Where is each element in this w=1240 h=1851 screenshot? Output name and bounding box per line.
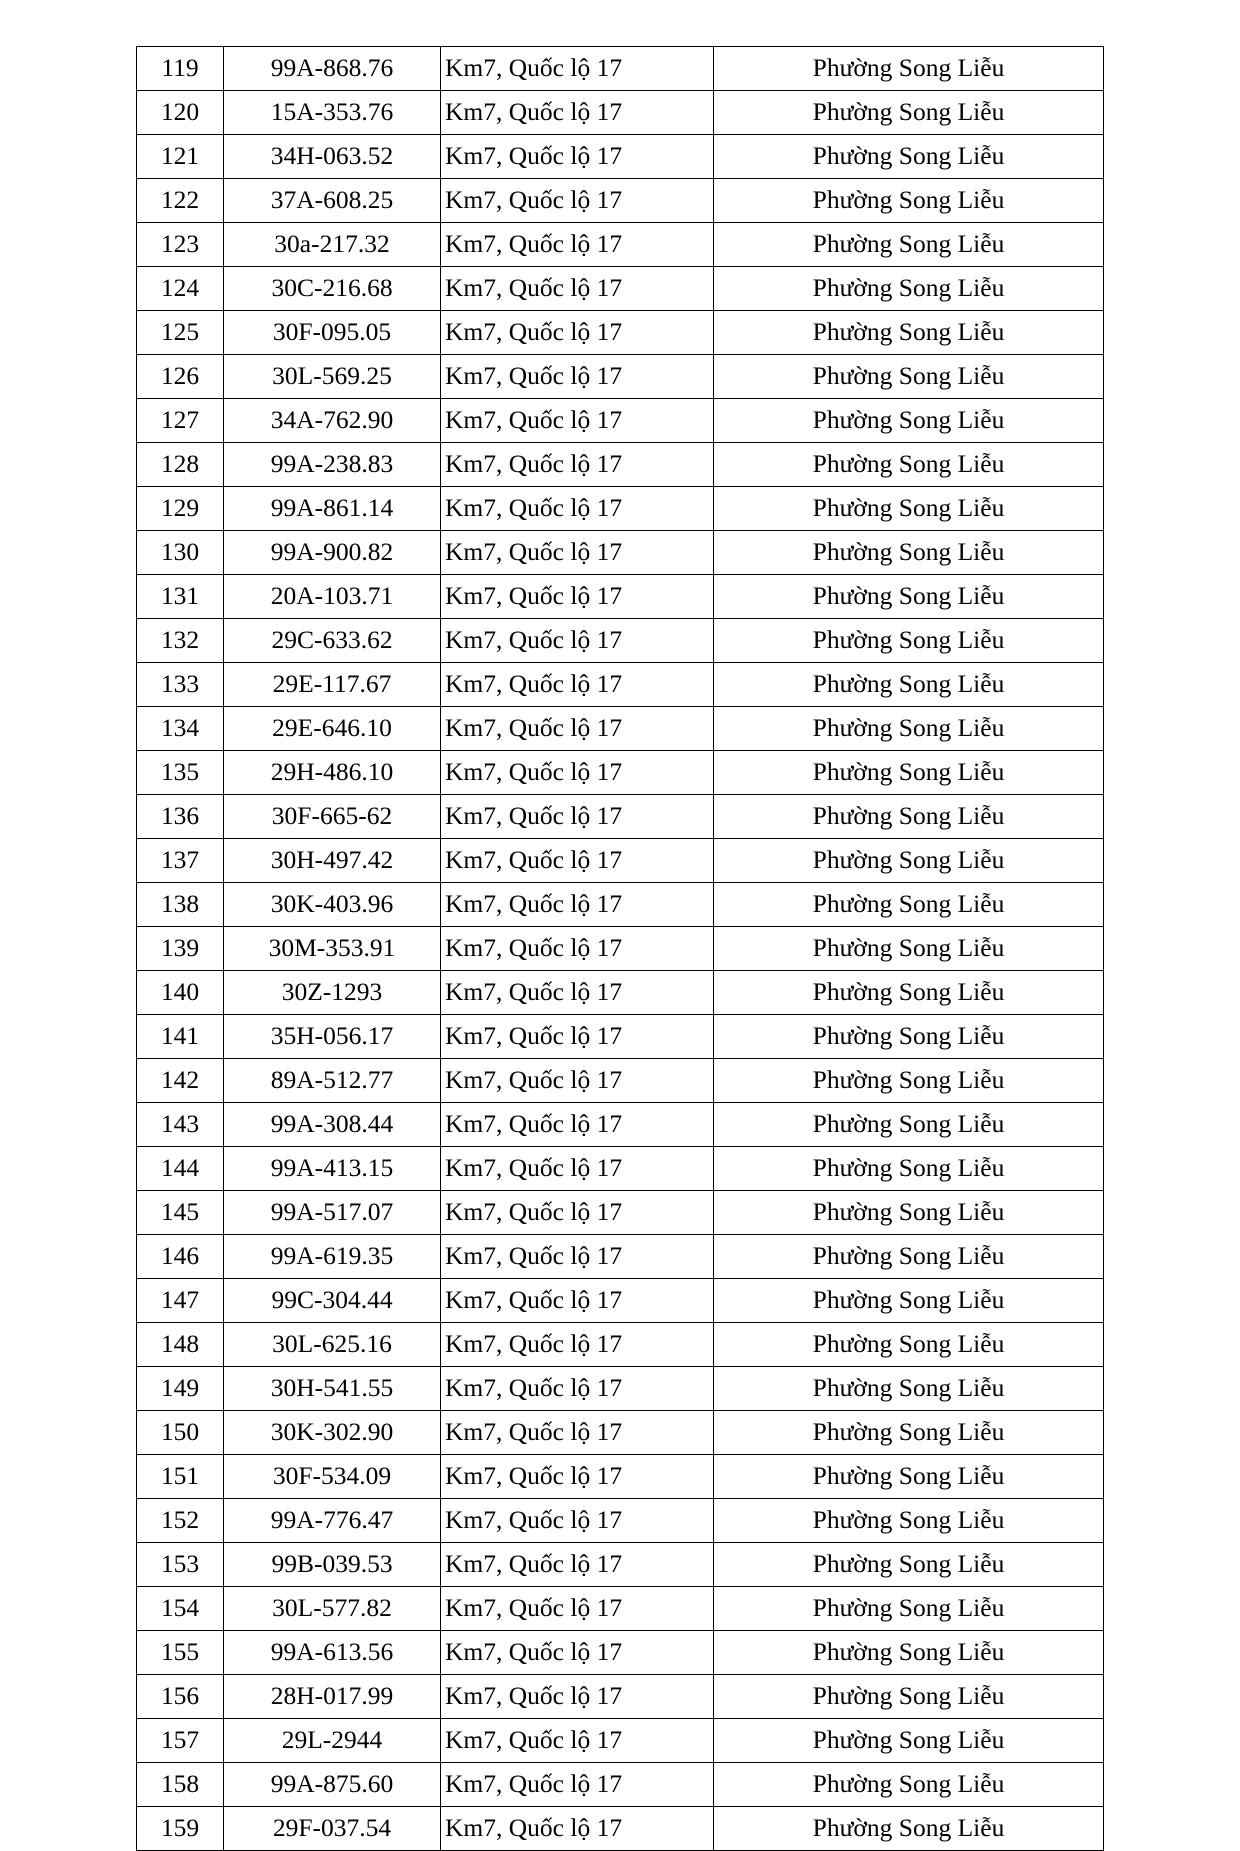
location-cell: Km7, Quốc lộ 17 [441, 355, 714, 399]
table-row [137, 1719, 1104, 1763]
table-row [137, 91, 1104, 135]
row-index-cell: 129 [137, 487, 224, 531]
row-index-cell: 144 [137, 1147, 224, 1191]
table-row [137, 443, 1104, 487]
row-index-cell: 119 [137, 47, 224, 91]
location-cell: Km7, Quốc lộ 17 [441, 487, 714, 531]
license-plate-cell: 30M-353.91 [224, 927, 441, 971]
row-index-cell: 133 [137, 663, 224, 707]
ward-cell: Phường Song Liễu [714, 443, 1104, 487]
location-cell: Km7, Quốc lộ 17 [441, 1015, 714, 1059]
location-cell: Km7, Quốc lộ 17 [441, 1367, 714, 1411]
license-plate-cell: 99B-039.53 [224, 1543, 441, 1587]
row-index-cell: 126 [137, 355, 224, 399]
ward-cell: Phường Song Liễu [714, 663, 1104, 707]
table-row [137, 1147, 1104, 1191]
ward-cell: Phường Song Liễu [714, 1015, 1104, 1059]
ward-cell: Phường Song Liễu [714, 1675, 1104, 1719]
license-plate-cell: 99A-613.56 [224, 1631, 441, 1675]
location-cell: Km7, Quốc lộ 17 [441, 1763, 714, 1807]
row-index-cell: 146 [137, 1235, 224, 1279]
location-cell: Km7, Quốc lộ 17 [441, 1631, 714, 1675]
location-cell: Km7, Quốc lộ 17 [441, 795, 714, 839]
table-row [137, 531, 1104, 575]
row-index-cell: 150 [137, 1411, 224, 1455]
ward-cell: Phường Song Liễu [714, 1455, 1104, 1499]
table-row [137, 839, 1104, 883]
row-index-cell: 124 [137, 267, 224, 311]
location-cell: Km7, Quốc lộ 17 [441, 91, 714, 135]
location-cell: Km7, Quốc lộ 17 [441, 1323, 714, 1367]
license-plate-cell: 99A-875.60 [224, 1763, 441, 1807]
ward-cell: Phường Song Liễu [714, 619, 1104, 663]
ward-cell: Phường Song Liễu [714, 883, 1104, 927]
table-row [137, 1543, 1104, 1587]
location-cell: Km7, Quốc lộ 17 [441, 1235, 714, 1279]
license-plate-cell: 99A-619.35 [224, 1235, 441, 1279]
license-plate-cell: 15A-353.76 [224, 91, 441, 135]
table-row [137, 751, 1104, 795]
license-plate-cell: 99A-868.76 [224, 47, 441, 91]
license-plate-cell: 99A-238.83 [224, 443, 441, 487]
license-plate-cell: 99A-776.47 [224, 1499, 441, 1543]
ward-cell: Phường Song Liễu [714, 223, 1104, 267]
location-cell: Km7, Quốc lộ 17 [441, 1719, 714, 1763]
table-row [137, 1191, 1104, 1235]
ward-cell: Phường Song Liễu [714, 311, 1104, 355]
table-row [137, 135, 1104, 179]
location-cell: Km7, Quốc lộ 17 [441, 927, 714, 971]
ward-cell: Phường Song Liễu [714, 839, 1104, 883]
row-index-cell: 142 [137, 1059, 224, 1103]
ward-cell: Phường Song Liễu [714, 1499, 1104, 1543]
ward-cell: Phường Song Liễu [714, 1411, 1104, 1455]
location-cell: Km7, Quốc lộ 17 [441, 1191, 714, 1235]
license-plate-cell: 29E-117.67 [224, 663, 441, 707]
row-index-cell: 155 [137, 1631, 224, 1675]
ward-cell: Phường Song Liễu [714, 927, 1104, 971]
location-cell: Km7, Quốc lộ 17 [441, 1807, 714, 1851]
location-cell: Km7, Quốc lộ 17 [441, 1147, 714, 1191]
ward-cell: Phường Song Liễu [714, 1367, 1104, 1411]
location-cell: Km7, Quốc lộ 17 [441, 1675, 714, 1719]
table-row [137, 707, 1104, 751]
row-index-cell: 127 [137, 399, 224, 443]
table-row [137, 575, 1104, 619]
row-index-cell: 153 [137, 1543, 224, 1587]
location-cell: Km7, Quốc lộ 17 [441, 223, 714, 267]
license-plate-cell: 99A-413.15 [224, 1147, 441, 1191]
location-cell: Km7, Quốc lộ 17 [441, 751, 714, 795]
row-index-cell: 149 [137, 1367, 224, 1411]
table-row [137, 1763, 1104, 1807]
ward-cell: Phường Song Liễu [714, 531, 1104, 575]
row-index-cell: 147 [137, 1279, 224, 1323]
license-plate-cell: 99C-304.44 [224, 1279, 441, 1323]
table-row [137, 355, 1104, 399]
table-row [137, 223, 1104, 267]
ward-cell: Phường Song Liễu [714, 1807, 1104, 1851]
table-row [137, 1455, 1104, 1499]
row-index-cell: 132 [137, 619, 224, 663]
table-row [137, 1367, 1104, 1411]
row-index-cell: 131 [137, 575, 224, 619]
table-row [137, 971, 1104, 1015]
row-index-cell: 135 [137, 751, 224, 795]
ward-cell: Phường Song Liễu [714, 1543, 1104, 1587]
license-plate-cell: 30F-665-62 [224, 795, 441, 839]
row-index-cell: 139 [137, 927, 224, 971]
row-index-cell: 136 [137, 795, 224, 839]
location-cell: Km7, Quốc lộ 17 [441, 971, 714, 1015]
ward-cell: Phường Song Liễu [714, 399, 1104, 443]
row-index-cell: 137 [137, 839, 224, 883]
license-plate-cell: 30H-497.42 [224, 839, 441, 883]
row-index-cell: 158 [137, 1763, 224, 1807]
license-plate-cell: 29E-646.10 [224, 707, 441, 751]
license-plate-cell: 99A-308.44 [224, 1103, 441, 1147]
table-row [137, 663, 1104, 707]
location-cell: Km7, Quốc lộ 17 [441, 1543, 714, 1587]
row-index-cell: 151 [137, 1455, 224, 1499]
row-index-cell: 134 [137, 707, 224, 751]
ward-cell: Phường Song Liễu [714, 1719, 1104, 1763]
license-plate-cell: 29F-037.54 [224, 1807, 441, 1851]
table-row [137, 1587, 1104, 1631]
location-cell: Km7, Quốc lộ 17 [441, 1499, 714, 1543]
ward-cell: Phường Song Liễu [714, 1631, 1104, 1675]
row-index-cell: 145 [137, 1191, 224, 1235]
location-cell: Km7, Quốc lộ 17 [441, 1279, 714, 1323]
ward-cell: Phường Song Liễu [714, 707, 1104, 751]
row-index-cell: 140 [137, 971, 224, 1015]
row-index-cell: 123 [137, 223, 224, 267]
row-index-cell: 128 [137, 443, 224, 487]
license-plate-cell: 30K-302.90 [224, 1411, 441, 1455]
location-cell: Km7, Quốc lộ 17 [441, 1455, 714, 1499]
row-index-cell: 141 [137, 1015, 224, 1059]
ward-cell: Phường Song Liễu [714, 751, 1104, 795]
table-row [137, 1631, 1104, 1675]
ward-cell: Phường Song Liễu [714, 267, 1104, 311]
table-row [137, 1675, 1104, 1719]
table-row [137, 1235, 1104, 1279]
table-row [137, 1411, 1104, 1455]
location-cell: Km7, Quốc lộ 17 [441, 707, 714, 751]
table-row [137, 1015, 1104, 1059]
license-plate-cell: 89A-512.77 [224, 1059, 441, 1103]
location-cell: Km7, Quốc lộ 17 [441, 1059, 714, 1103]
ward-cell: Phường Song Liễu [714, 1323, 1104, 1367]
table-row [137, 47, 1104, 91]
table-row [137, 267, 1104, 311]
license-plate-cell: 29H-486.10 [224, 751, 441, 795]
license-plate-cell: 99A-517.07 [224, 1191, 441, 1235]
row-index-cell: 120 [137, 91, 224, 135]
location-cell: Km7, Quốc lộ 17 [441, 839, 714, 883]
license-plate-cell: 30L-569.25 [224, 355, 441, 399]
license-plate-cell: 30F-095.05 [224, 311, 441, 355]
ward-cell: Phường Song Liễu [714, 179, 1104, 223]
table-row [137, 311, 1104, 355]
ward-cell: Phường Song Liễu [714, 795, 1104, 839]
location-cell: Km7, Quốc lộ 17 [441, 883, 714, 927]
row-index-cell: 143 [137, 1103, 224, 1147]
license-plate-cell: 30F-534.09 [224, 1455, 441, 1499]
location-cell: Km7, Quốc lộ 17 [441, 135, 714, 179]
license-plate-cell: 30Z-1293 [224, 971, 441, 1015]
table-body [137, 47, 1104, 1851]
license-plate-cell: 99A-861.14 [224, 487, 441, 531]
table-row [137, 487, 1104, 531]
row-index-cell: 138 [137, 883, 224, 927]
ward-cell: Phường Song Liễu [714, 135, 1104, 179]
license-plate-cell: 28H-017.99 [224, 1675, 441, 1719]
table-row [137, 1323, 1104, 1367]
license-plate-cell: 35H-056.17 [224, 1015, 441, 1059]
table-row [137, 179, 1104, 223]
row-index-cell: 122 [137, 179, 224, 223]
ward-cell: Phường Song Liễu [714, 47, 1104, 91]
license-plate-cell: 99A-900.82 [224, 531, 441, 575]
row-index-cell: 159 [137, 1807, 224, 1851]
ward-cell: Phường Song Liễu [714, 487, 1104, 531]
table-row [137, 795, 1104, 839]
license-plate-cell: 30C-216.68 [224, 267, 441, 311]
ward-cell: Phường Song Liễu [714, 1763, 1104, 1807]
location-cell: Km7, Quốc lộ 17 [441, 1411, 714, 1455]
row-index-cell: 125 [137, 311, 224, 355]
location-cell: Km7, Quốc lộ 17 [441, 531, 714, 575]
location-cell: Km7, Quốc lộ 17 [441, 663, 714, 707]
ward-cell: Phường Song Liễu [714, 1235, 1104, 1279]
license-plate-cell: 34H-063.52 [224, 135, 441, 179]
row-index-cell: 156 [137, 1675, 224, 1719]
ward-cell: Phường Song Liễu [714, 91, 1104, 135]
location-cell: Km7, Quốc lộ 17 [441, 47, 714, 91]
license-plate-cell: 30K-403.96 [224, 883, 441, 927]
location-cell: Km7, Quốc lộ 17 [441, 179, 714, 223]
row-index-cell: 152 [137, 1499, 224, 1543]
table-row [137, 927, 1104, 971]
table-row [137, 883, 1104, 927]
license-plate-cell: 29L-2944 [224, 1719, 441, 1763]
license-plate-cell: 29C-633.62 [224, 619, 441, 663]
license-plate-cell: 30H-541.55 [224, 1367, 441, 1411]
license-plate-cell: 37A-608.25 [224, 179, 441, 223]
location-cell: Km7, Quốc lộ 17 [441, 443, 714, 487]
table-row [137, 1279, 1104, 1323]
ward-cell: Phường Song Liễu [714, 1147, 1104, 1191]
ward-cell: Phường Song Liễu [714, 1587, 1104, 1631]
ward-cell: Phường Song Liễu [714, 355, 1104, 399]
ward-cell: Phường Song Liễu [714, 1279, 1104, 1323]
ward-cell: Phường Song Liễu [714, 971, 1104, 1015]
location-cell: Km7, Quốc lộ 17 [441, 1103, 714, 1147]
table-row [137, 1499, 1104, 1543]
ward-cell: Phường Song Liễu [714, 1103, 1104, 1147]
ward-cell: Phường Song Liễu [714, 1191, 1104, 1235]
location-cell: Km7, Quốc lộ 17 [441, 267, 714, 311]
location-cell: Km7, Quốc lộ 17 [441, 399, 714, 443]
location-cell: Km7, Quốc lộ 17 [441, 575, 714, 619]
license-plate-cell: 30L-625.16 [224, 1323, 441, 1367]
row-index-cell: 148 [137, 1323, 224, 1367]
ward-cell: Phường Song Liễu [714, 575, 1104, 619]
table-row [137, 1103, 1104, 1147]
license-plate-cell: 30L-577.82 [224, 1587, 441, 1631]
location-cell: Km7, Quốc lộ 17 [441, 1587, 714, 1631]
license-plate-cell: 30a-217.32 [224, 223, 441, 267]
table-row [137, 1059, 1104, 1103]
row-index-cell: 121 [137, 135, 224, 179]
license-plate-cell: 20A-103.71 [224, 575, 441, 619]
table-row [137, 1807, 1104, 1851]
table-row [137, 619, 1104, 663]
row-index-cell: 157 [137, 1719, 224, 1763]
ward-cell: Phường Song Liễu [714, 1059, 1104, 1103]
table-row [137, 399, 1104, 443]
license-plate-cell: 34A-762.90 [224, 399, 441, 443]
location-cell: Km7, Quốc lộ 17 [441, 619, 714, 663]
location-cell: Km7, Quốc lộ 17 [441, 311, 714, 355]
vehicle-plate-table [136, 46, 1104, 1851]
row-index-cell: 154 [137, 1587, 224, 1631]
row-index-cell: 130 [137, 531, 224, 575]
